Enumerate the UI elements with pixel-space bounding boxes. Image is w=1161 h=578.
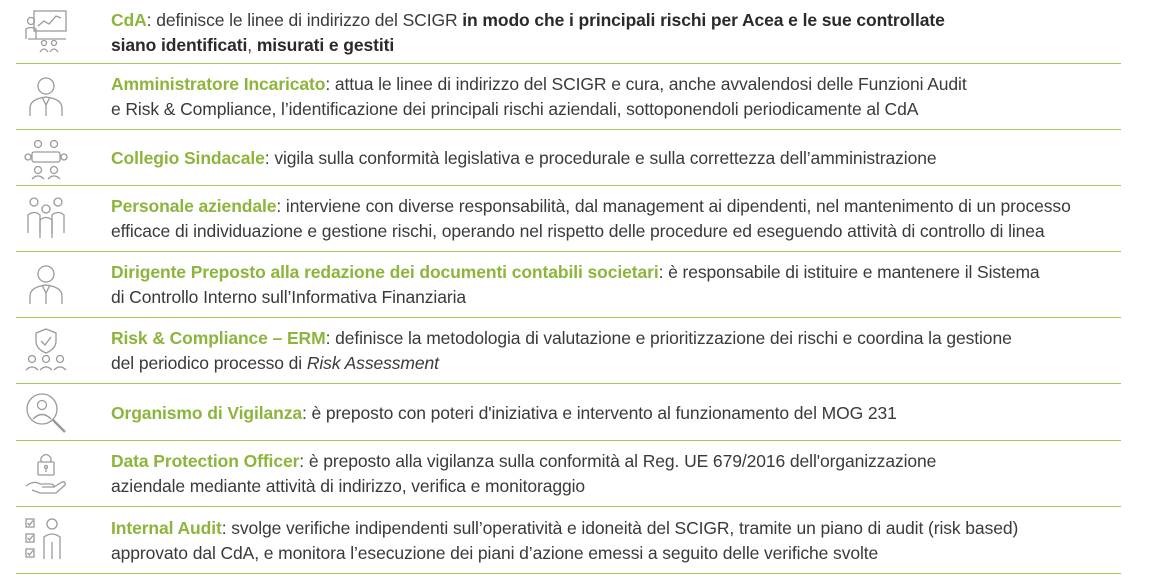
role-description-line2: di Controllo Interno sull’Informativa Finanziaria — [111, 287, 466, 307]
role-description-bold: siano identificati — [111, 35, 248, 55]
role-label-organismo-di-vigilanza: Organismo di Vigilanza — [111, 403, 302, 423]
shield-team-icon — [24, 327, 68, 371]
role-description-italic: Risk Assessment — [306, 353, 439, 373]
hand-lock-icon — [24, 450, 68, 494]
executive-person-icon — [24, 73, 68, 117]
magnifier-person-icon — [24, 391, 68, 435]
role-description-line1: : svolge verifiche indipendenti sull’operatività e idoneità del SCIGR, tramite un piano di audit (risk based) — [221, 518, 1019, 538]
meeting-table-icon — [24, 136, 68, 180]
role-label-collegio-sindacale: Collegio Sindacale — [111, 148, 265, 168]
role-description-line2: e Risk & Compliance, l’identificazione dei principali rischi aziendali, sottoponendoli periodicamente al CdA — [111, 99, 919, 119]
role-description-line2: aziendale mediante attività di indirizzo, verifica e monitoraggio — [111, 476, 586, 496]
role-description-separator: , — [247, 35, 257, 55]
role-description-line1: : è preposto alla vigilanza sulla conformità al Reg. UE 679/2016 dell'organizzazione — [299, 451, 937, 471]
role-row-cda — [16, 0, 1121, 64]
role-description-line1: : attua le linee di indirizzo del SCIGR e cura, anche avvalendosi delle Funzioni Audit — [325, 74, 967, 94]
role-row-personale-aziendale — [16, 186, 1121, 252]
role-description-line1: : è responsabile di istituire e mantenere il Sistema — [658, 262, 1040, 282]
role-description-bold: misurati e gestiti — [256, 35, 395, 55]
role-row-risk-compliance-erm — [16, 318, 1121, 384]
role-label-amministratore-incaricato: Amministratore Incaricato — [111, 74, 326, 94]
role-row-internal-audit — [16, 507, 1121, 574]
staff-group-icon — [24, 195, 68, 239]
checklist-person-icon — [24, 516, 68, 560]
role-row-data-protection-officer — [16, 441, 1121, 507]
role-description-line1: : vigila sulla conformità legislativa e procedurale e sulla correttezza dell’amministrazione — [264, 148, 937, 168]
role-row-dirigente-preposto — [16, 252, 1121, 318]
role-row-organismo-di-vigilanza — [16, 384, 1121, 441]
role-description-bold: in modo che i principali rischi per Acea e le sue controllate — [462, 10, 945, 30]
role-description-line2: efficace di individuazione e gestione rischi, operando nel rispetto delle procedure ed eseguendo attività di controllo di linea — [111, 221, 1045, 241]
role-description-line1: : interviene con diverse responsabilità, dal management ai dipendenti, nel mantenimento di un processo — [276, 196, 1071, 216]
board-presentation-icon — [24, 9, 68, 53]
role-row-collegio-sindacale — [16, 130, 1121, 186]
role-label-cda: CdA — [111, 10, 147, 30]
role-description-line1: : definisce le linee di indirizzo del SCIGR — [146, 10, 463, 30]
role-label-personale-aziendale: Personale aziendale — [111, 196, 277, 216]
role-description-line2: del periodico processo di — [111, 353, 307, 373]
role-description-line1: : è preposto con poteri d'iniziativa e intervento al funzionamento del MOG 231 — [302, 403, 897, 423]
role-description-line1: : definisce la metodologia di valutazione e prioritizzazione dei rischi e coordina la gestione — [325, 328, 1012, 348]
governance-roles-list — [16, 0, 1121, 574]
role-row-amministratore-incaricato — [16, 64, 1121, 130]
role-description-line2: approvato dal CdA, e monitora l’esecuzione dei piani d’azione emessi a seguito delle verifiche svolte — [111, 543, 879, 563]
role-label-data-protection-officer: Data Protection Officer — [111, 451, 300, 471]
executive-person-icon — [24, 261, 68, 305]
role-label-internal-audit: Internal Audit — [111, 518, 222, 538]
role-label-dirigente-preposto: Dirigente Preposto alla redazione dei documenti contabili societari — [111, 262, 659, 282]
role-label-risk-compliance-erm: Risk & Compliance – ERM — [111, 328, 326, 348]
